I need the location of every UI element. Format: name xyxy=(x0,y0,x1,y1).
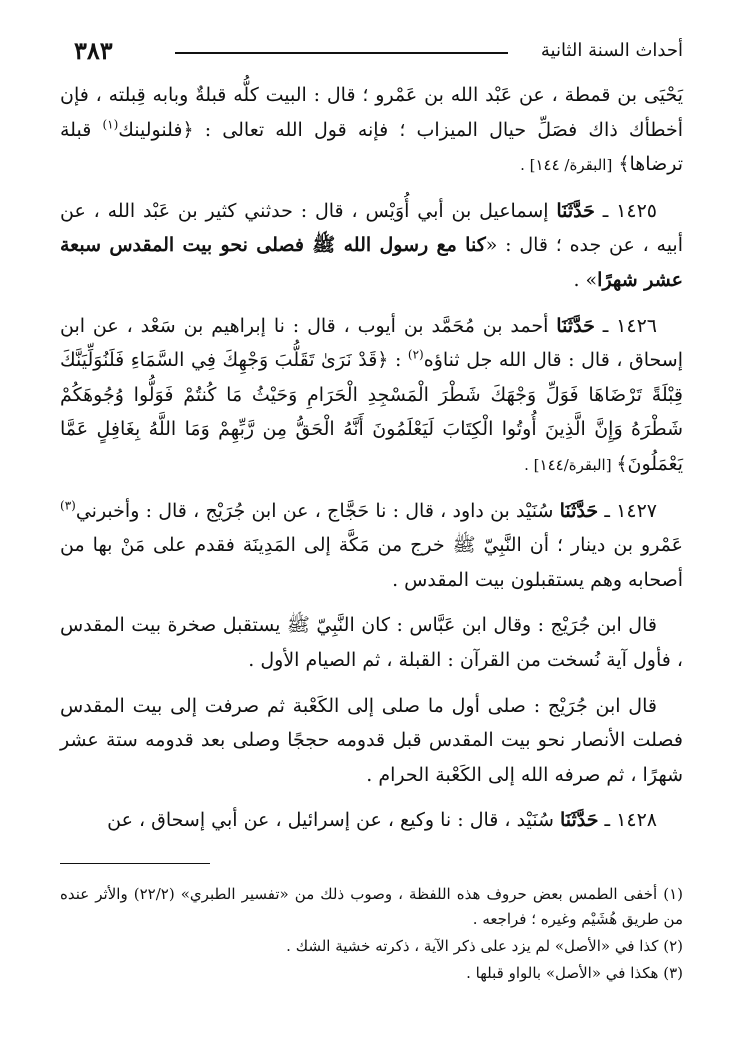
hadith-1425: ١٤٢٥ ـ حَدَّثَنَا إسماعيل بن أبي أُوَيْس ، قال : حدثني كثير بن عَبْد الله ، عن أبيه ، عن جده ؛ قال : «كنا مع رسول الله ﷺ فصلى نحو بيت المقدس سبعة عشر شهرًا» . xyxy=(60,199,683,291)
hadith-number: ١٤٢٥ ـ xyxy=(594,199,657,222)
header-rule xyxy=(175,52,508,54)
footnotes xyxy=(60,882,683,988)
haddathana-word: حَدَّثَنَا xyxy=(559,499,599,522)
quran-reference: [البقرة/ ١٤٤] . xyxy=(520,156,613,175)
hadith-1427: ١٤٢٧ ـ حَدَّثَنَا سُنَيْد بن داود ، قال : نا حَجَّاج ، عن ابن جُرَيْج ، قال : وأخبرني$^{(٣)}$ عَمْرو بن دينار ؛ أن النَّبِيّ ﷺ خرج من مَكَّة إلى المَدِينَة فقدم على مَنْ بها من أصحابه وهم يستقبلون بيت المقدس . xyxy=(60,498,683,591)
footnote-marker: (١) xyxy=(102,117,119,132)
footnote-marker: (٣) xyxy=(60,498,76,513)
main-text xyxy=(60,78,683,849)
footnote-1: (١) أخفى الطمس بعض حروف هذه اللفظة ، وصوب ذلك من «تفسير الطبري» (٢٢/٢) والأثر عنده من طريق هُشَيْم وغيره ؛ فراجعه . xyxy=(60,885,683,928)
hadith-number: ١٤٢٨ ـ xyxy=(598,809,657,832)
page-header xyxy=(60,30,683,70)
hadith-1426: ١٤٢٦ ـ حَدَّثَنَا أحمد بن مُحَمَّد بن أيوب ، قال : نا إبراهيم بن سَعْد ، عن ابن إسحاق ، قال : قال الله جل ثناؤه$^{(٢)}$ : ﴿قَدْ نَرَىٰ تَقَلُّبَ وَجْهِكَ فِي السَّمَاءِ فَلَنُوَلِّيَنَّكَ قِبْلَةً تَرْضَاهَا فَوَلِّ وَجْهَكَ شَطْرَ الْمَسْجِدِ الْحَرَامِ وَحَيْثُ مَا كُنتُمْ فَوَلُّوا وُجُوهَكُمْ شَطْرَهُ وَإِنَّ الَّذِينَ أُوتُوا الْكِتَابَ لَيَعْلَمُونَ أَنَّهُ الْحَقُّ مِن رَّبِّهِمْ وَمَا اللَّهُ بِغَافِلٍ عَمَّا يَعْمَلُونَ﴾ [البقرة/١٤٤] . xyxy=(60,314,683,475)
hadith-matn: كنا مع رسول الله ﷺ فصلى نحو بيت المقدس سبعة عشر شهرًا xyxy=(60,234,683,291)
hadith-number: ١٤٢٦ ـ xyxy=(594,314,657,337)
haddathana-word: حَدَّثَنَا xyxy=(556,314,595,337)
paragraph-1: يَحْيَى بن قمطة ، عن عَبْد الله بن عَمْرو ؛ قال : البيت كلُّه قبلةٌ وبابه قِبلته ، فإن أخطأك ذاك فصَلِّ حيال الميزاب ؛ فإنه قول الله تعالى : ﴿فلنولينك$^{(١)}$ قبلة ترضاها﴾ [البقرة/ ١٤٤] . xyxy=(60,84,683,176)
quran-verse: ﴿قَدْ نَرَىٰ تَقَلُّبَ وَجْهِكَ فِي السَّمَاءِ فَلَنُوَلِّيَنَّكَ قِبْلَةً تَرْضَاهَا فَوَلِّ وَجْهَكَ شَطْرَ الْمَسْجِدِ الْحَرَامِ وَحَيْثُ مَا كُنتُمْ فَوَلُّوا وُجُوهَكُمْ شَطْرَهُ وَإِنَّ الَّذِينَ أُوتُوا الْكِتَابَ لَيَعْلَمُونَ أَنَّهُ الْحَقُّ مِن رَّبِّهِمْ وَمَا اللَّهُ بِغَافِلٍ عَمَّا يَعْمَلُونَ﴾ xyxy=(60,349,683,475)
hadith-1428: ١٤٢٨ ـ حَدَّثَنَا سُنَيْد ، قال : نا وكيع ، عن إسرائيل ، عن أبي إسحاق ، عن xyxy=(107,809,657,832)
paragraph-ibn-jurayj-1: قال ابن جُرَيْج : وقال ابن عَبَّاس : كان النَّبِيّ ﷺ يستقبل صخرة بيت المقدس ، فأول آية نُسخت من القرآن : القبلة ، ثم الصيام الأول . xyxy=(60,614,683,671)
footnote-3: (٣) هكذا في «الأصل» بالواو قبلها . xyxy=(466,964,683,982)
footnote-separator xyxy=(60,863,210,864)
footnote-marker: (٢) xyxy=(407,347,424,362)
quran-reference: [البقرة/١٤٤] . xyxy=(524,455,617,474)
haddathana-word: حَدَّثَنَا xyxy=(556,199,595,222)
hadith-number: ١٤٢٧ ـ xyxy=(598,499,657,522)
running-title: أحداث السنة الثانية xyxy=(540,40,683,61)
footnote-2: (٢) كذا في «الأصل» لم يزد على ذكر الآية ، ذكرته خشية الشك . xyxy=(286,937,683,955)
haddathana-word: حَدَّثَنَا xyxy=(559,809,599,832)
page-number: ٣٨٣ xyxy=(74,36,113,65)
paragraph-ibn-jurayj-2: قال ابن جُرَيْج : صلى أول ما صلى إلى الكَعْبة ثم صرفت إلى بيت المقدس فصلت الأنصار نحو بيت المقدس قبل قدومه حججًا وصلى بعد قدومه ستة عشر شهرًا ، ثم صرفه الله إلى الكَعْبة الحرام . xyxy=(60,694,683,786)
